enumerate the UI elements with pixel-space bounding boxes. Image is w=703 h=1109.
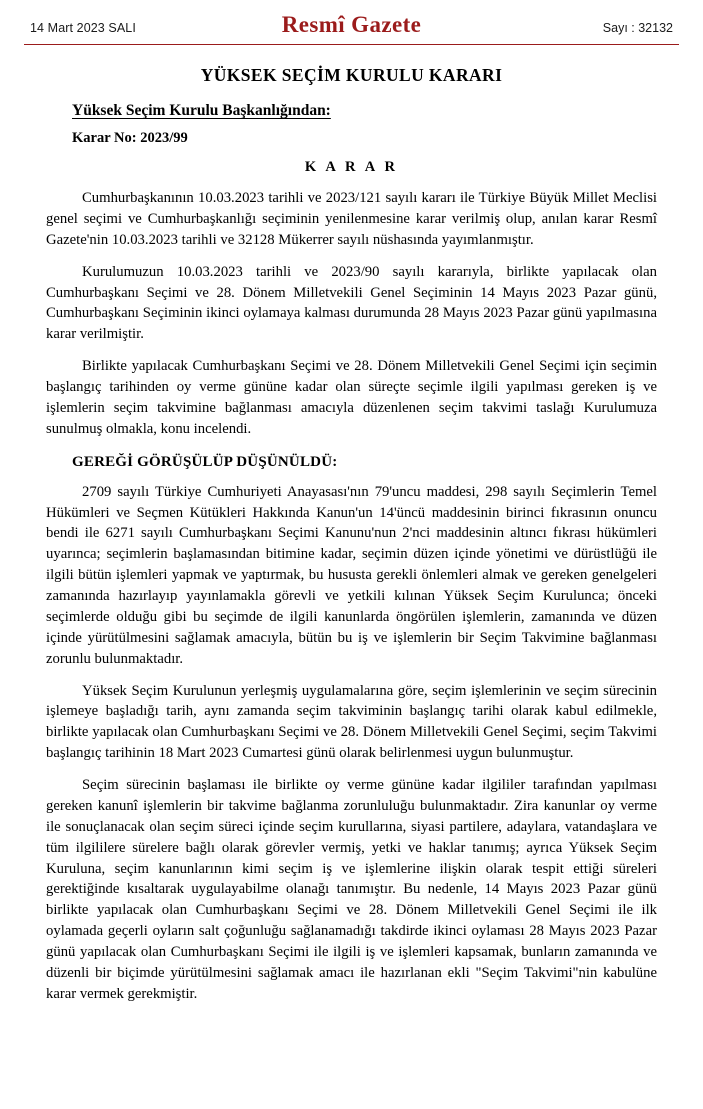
paragraph: Yüksek Seçim Kurulunun yerleşmiş uygulamalarına göre, seçim işlemlerinin ve seçim sürecinin işlemeye başladığı tarih, aynı zamanda seçim takviminin başlangıç tarihi olarak kabul edilmekle, birlikte yapılacak olan Cumhurbaşkanı Seçimi ve 28. Dönem Milletvekili Genel Seçimi, seçim Takvimi başlangıç tarihinin 18 Mart 2023 Cumartesi günü olarak belirlenmesi uygun bulunmuştur. [46,682,657,762]
paragraph: Cumhurbaşkanının 10.03.2023 tarihli ve 2023/121 sayılı kararı ile Türkiye Büyük Millet Meclisi genel seçimi ve Cumhurbaşkanlığı seçiminin yenilenmesine karar verilmiş olup, anılan karar Resmî Gazete'nin 10.03.2023 tarihli ve 32128 Mükerrer sayılı nüshasında yayımlanmıştır. [46,190,657,248]
masthead [24,0,679,45]
issue-number: Sayı : 32132 [602,21,673,35]
paragraph: Kurulumuzun 10.03.2023 tarihli ve 2023/90 sayılı kararıyla, birlikte yapılacak olan Cumhurbaşkanı Seçimi ve 28. Dönem Milletvekili Genel Seçiminin 14 Mayıs 2023 Pazar günü, Cumhurbaşkanı Seçiminin ikinci oylamaya kalması durumunda 28 Mayıs 2023 Pazar günü yapılmasına karar verilmiştir. [46,263,657,343]
decision-number: Karar No: 2023/99 [72,130,188,146]
karar-heading: K A R A R [304,159,399,175]
issuing-authority: Yüksek Seçim Kurulu Başkanlığından: [72,102,331,119]
page-title: YÜKSEK SEÇİM KURULU KARARI [200,65,503,85]
paragraph: Seçim sürecinin başlaması ile birlikte oy verme gününe kadar ilgililer tarafından yapılması gereken kanunî işlemlerin bir takvime bağlanma zorunluluğu bulunmaktadır. Zira kanunlar oy verme ile sonuçlanacak olan seçim süreci içinde seçim kurullarına, siyasi partilere, adaylara, vatandaşlara ve tüm ilgililere sürelere bağlı olarak görevler vermiş, yetki ve haklar tanımış; ayrıca Yüksek Seçim Kuruluna, seçim kanunlarının kimi seçim iş ve işlemlerine ilişkin olarak tespit ettiği süreleri gerektiğinde kısaltarak uygulayabilme olanağı tanımıştır. Bu nedenle, 14 Mayıs 2023 Pazar günü birlikte yapılacak olan Cumhurbaşkanı Seçimi ve 28. Dönem Milletvekili Genel Seçimi ile ilk oylamada geçerli oyların salt çoğunluğu sağlanamadığı takdirde ikinci oylaması 28 Mayıs 2023 Pazar günü yapılacak olan Cumhurbaşkanı Seçimi ile ilgili iş ve işlemleri kapsamak, bunların zamanında ve düzenli bir biçimde yürütülmesini sağlamak amacı ile hazırlanan ekli "Seçim Takvimi"nin kabulüne karar vermek gerekmiştir. [46,777,657,1002]
gazette-title: Resmî Gazete [281,12,422,37]
paragraph: 2709 sayılı Türkiye Cumhuriyeti Anayasası'nın 79'uncu maddesi, 298 sayılı Seçimlerin Temel Hükümleri ve Seçmen Kütükleri Hakkında Kanun'un 14'üncü maddesinin birinci fıkrasının onuncu bendi ile 6271 sayılı Cumhurbaşkanı Seçimi Kanunu'nun 2'nci maddesinin altıncı fıkrası hükümleri uyarınca; seçimlerin başlamasından bitimine kadar, seçimin düzen içinde yönetimi ve dürüstlüğü ile ilgili bütün işlemleri yapmak ve yaptırmak, bu hususta gerekli önlemleri almak ve gereken genelgeleri zamanında hazırlayıp yayınlamakla görevli ve yetkili kılınan Yüksek Seçim Kurulunca; önceki seçimlerde olduğu gibi bu seçimde de ilgili kanunlarda öngörülen işlemlerin, zamanında ve düzen içinde yürütülmesini sağlamak amacıyla, bütün bu iş ve işlemlerin bir Seçim Takvimine bağlanması zorunlu bulunmaktadır. [46,483,657,667]
publication-date: 14 Mart 2023 SALI [30,21,136,35]
section-heading: GEREĞİ GÖRÜŞÜLÜP DÜŞÜNÜLDÜ: [72,453,338,470]
paragraph: Birlikte yapılacak Cumhurbaşkanı Seçimi ve 28. Dönem Milletvekili Genel Seçimi için seçimin başlangıç tarihinden oy verme gününe kadar olan süreçte seçimle ilgili yapılması gereken iş ve işlemlerin seçim takvimine bağlanması amacıyla düzenlenen seçim takvimi taslağı Kurulumuza sunulmuş olmakla, konu incelendi. [46,358,657,437]
document-body [24,65,679,1005]
